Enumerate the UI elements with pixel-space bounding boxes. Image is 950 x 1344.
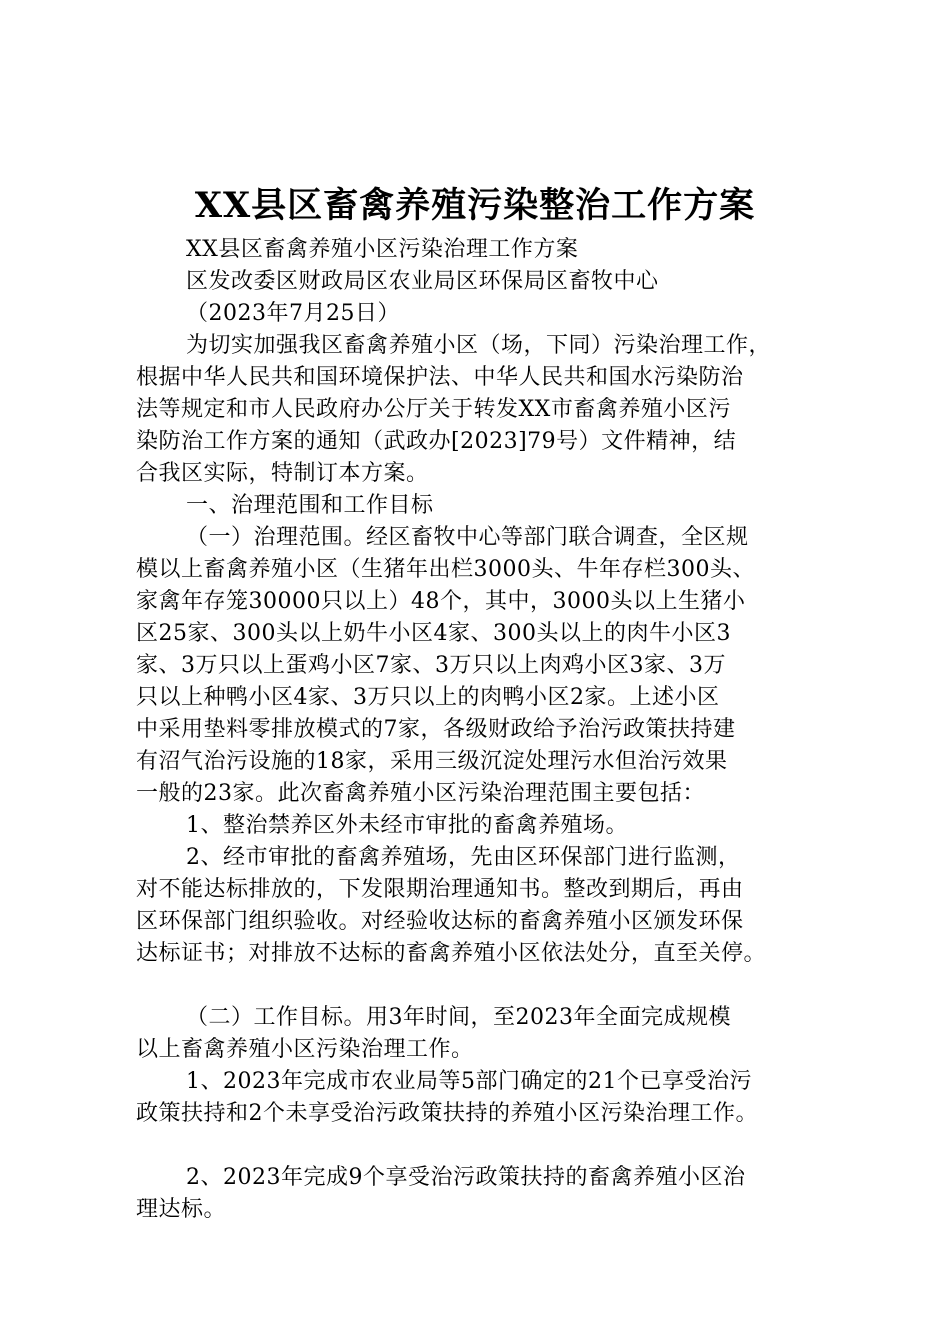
paragraph-line: 区25家、300头以上奶牛小区4家、300头以上的肉牛小区3	[136, 621, 731, 646]
paragraph-line: 合我区实际，特制订本方案。	[136, 461, 429, 486]
paragraph-line: 家、3万只以上蛋鸡小区7家、3万只以上肉鸡小区3家、3万	[136, 653, 726, 678]
subtitle-line: XX县区畜禽养殖小区污染治理工作方案	[186, 237, 579, 262]
paragraph-line: 法等规定和市人民政府办公厅关于转发XX市畜禽养殖小区污	[136, 397, 731, 422]
paragraph-line: （二）工作目标。用3年时间，至2023年全面完成规模	[186, 1005, 731, 1030]
paragraph-line: 有沼气治污设施的18家，采用三级沉淀处理污水但治污效果	[136, 749, 728, 774]
list-item: 2、经市审批的畜禽养殖场，先由区环保部门进行监测，	[186, 845, 741, 870]
list-item: 1、整治禁养区外未经市审批的畜禽养殖场。	[186, 813, 628, 838]
paragraph-line: 政策扶持和2个未享受治污政策扶持的养殖小区污染治理工作。	[136, 1101, 758, 1126]
paragraph-line: 中采用垫料零排放模式的7家，各级财政给予治污政策扶持建	[136, 717, 736, 742]
paragraph-line: （一）治理范围。经区畜牧中心等部门联合调查，全区规	[186, 525, 749, 550]
document-title: XX县区畜禽养殖污染整治工作方案	[194, 185, 756, 226]
paragraph-line: 达标证书；对排放不达标的畜禽养殖小区依法处分，直至关停。	[136, 941, 767, 966]
paragraph-line: 理达标。	[136, 1197, 227, 1222]
list-item: 2、2023年完成9个享受治污政策扶持的畜禽养殖小区治	[186, 1165, 746, 1190]
paragraph-line: 对不能达标排放的，下发限期治理通知书。整改到期后，再由	[136, 877, 744, 902]
paragraph-line: 区环保部门组织验收。对经验收达标的畜禽养殖小区颁发环保	[136, 909, 744, 934]
paragraph-line: 染防治工作方案的通知（武政办[2023]79号）文件精神，结	[136, 429, 737, 454]
paragraph-line: 一般的23家。此次畜禽养殖小区污染治理范围主要包括：	[136, 781, 705, 806]
paragraph-line: 根据中华人民共和国环境保护法、中华人民共和国水污染防治	[136, 365, 744, 390]
paragraph-line: 以上畜禽养殖小区污染治理工作。	[136, 1037, 474, 1062]
departments-line: 区发改委区财政局区农业局区环保局区畜牧中心	[186, 269, 659, 294]
paragraph-line: 只以上种鸭小区4家、3万只以上的肉鸭小区2家。上述小区	[136, 685, 720, 710]
paragraph-line: 为切实加强我区畜禽养殖小区（场，下同）污染治理工作，	[186, 333, 772, 358]
date-line: （2023年7月25日）	[186, 301, 400, 326]
section-heading: 一、治理范围和工作目标	[186, 493, 434, 518]
list-item: 1、2023年完成市农业局等5部门确定的21个已享受治污	[186, 1069, 752, 1094]
paragraph-line: 家禽年存笼30000只以上）48个，其中，3000头以上生猪小	[136, 589, 746, 614]
paragraph-line: 模以上畜禽养殖小区（生猪年出栏3000头、牛年存栏300头、	[136, 557, 755, 582]
